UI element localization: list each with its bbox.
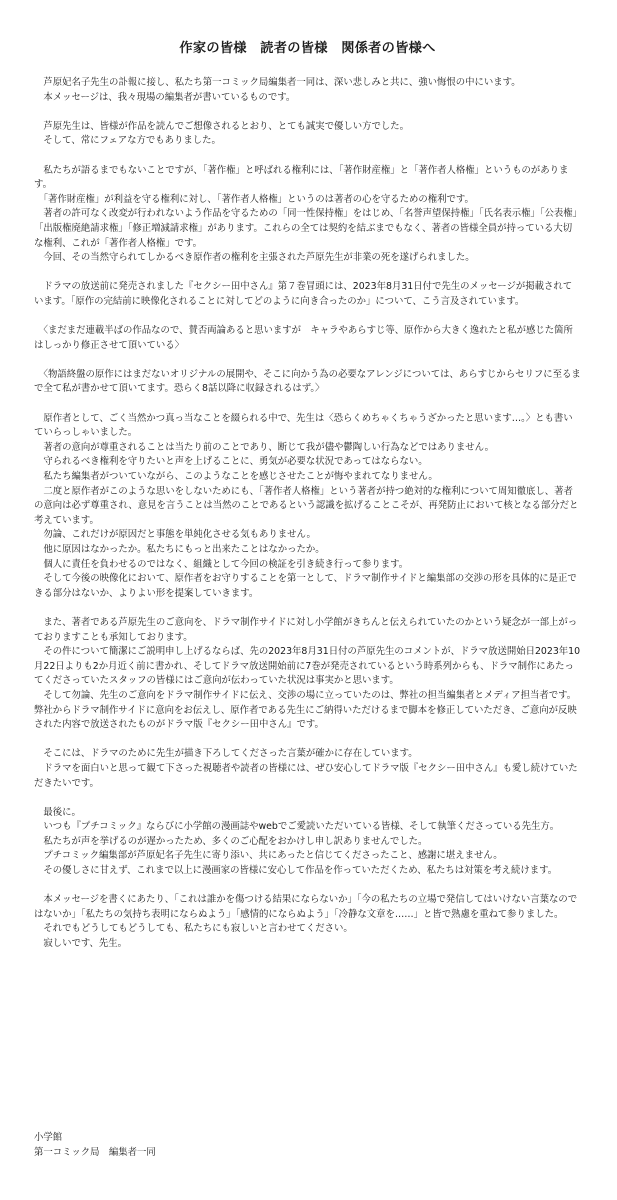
quote-1: 〈まだまだ連載半ばの作品なので、賛否両論あると思いますが キャラやあらすじ等、原作から大きく逸れたと私が感じた箇所はしっかり修正させて頂いている〉 [34, 325, 573, 351]
paragraph-gap [34, 791, 581, 806]
paragraph-drama-production: また、著者である芦原先生のご意向を、ドラマ制作サイドに対し小学館がきちんと伝えられていたのかという疑念が一部上がっておりますことも承知しております。 その件について簡潔にご説明申し上げるならば、先の2023年8月31日付の芦原先生のコメントが、ドラマ放送開始日2023年10月22日よりも2か月近く前に書かれ、そしてドラマ放送開始前に7巻が発売されているという時系列からも、ドラマ制作にあたってくださっていたスタッフの皆様にはご意向が伝わっていた状況は事実かと思います。 そして勿論、先生のご意向をドラマ制作サイドに伝え、交渉の場に立っていたのは、弊社の担当編集者とメディア担当者です。 弊社からドラマ制作サイドに意向をお伝えし、原作者である先生にご納得いただけるまで脚本を修正していただき、ご意向が反映された内容で放送されたものがドラマ版『セクシー田中さん』です。 [34, 616, 581, 731]
paragraph-drama-words: そこには、ドラマのために先生が描き下ろしてくださった言葉が確かに存在しています。 ドラマを面白いと思って観て下さった視聴者や読者の皆様には、ぜひ安心してドラマ版『セクシー田中さん』も愛し続けていただきたいです。 [34, 748, 578, 789]
paragraph-gap [34, 601, 581, 616]
paragraph-gap [34, 310, 581, 325]
paragraph-gap [34, 353, 581, 368]
document-title: 作家の皆様 読者の皆様 関係者の皆様へ [179, 41, 436, 56]
quote-2: 〈物語終盤の原作にはまだないオリジナルの展開や、そこに向かう為の必要なアレンジについては、あらすじからセリフに至るまで全て私が書かせて頂いてます。恐らく8話以降に収録されるはず。〉 [34, 368, 581, 395]
paragraph-gap [34, 397, 581, 412]
paragraph-gap [34, 105, 581, 120]
paragraph-copyright: 私たちが語るまでもないことですが、「著作権」と呼ばれる権利には、「著作財産権」と「著作者人格権」というものがあります。 「著作財産権」が利益を守る権利に対し、「著作者人格権」というのは著者の心を守るための権利です。 著者の許可なく改変が行われないよう作品を守るための「同一性保持権」をはじめ、「名誉声望保持権」「氏名表示権」「公表権」「出版権廃絶請求権」「修正増減請求権」があります。これらの全ては契約を結ぶまでもなく、著者の皆様全員が持っている大切な権利、これが「著作者人格権」です。 今回、その当然守られてしかるべき原作者の権利を主張された芦原先生が非業の死を遂げられました。 [34, 164, 578, 264]
paragraph-gap [34, 266, 581, 281]
paragraph-volume7-message: ドラマの放送前に発売されました『セクシー田中さん』第７巻冒頭には、2023年8月31日付で先生のメッセージが掲載されています。「原作の完結前に映像化されることに対してどのように向き合ったのか」について、こう言及されています。 [34, 281, 573, 307]
statement-body [34, 76, 581, 952]
signature-department: 第一コミック局 編集者一同 [34, 1146, 156, 1158]
paragraph-closing: 最後に。 いつも『プチコミック』ならびに小学館の漫画誌やwebでご愛読いただいている皆様、そして執筆くださっている先生方。 私たちが声を挙げるのが遅かったため、多くのご心配をおかけし申し訳ありませんでした。 プチコミック編集部が芦原妃名子先生に寄り添い、共にあったと信じてくださったこと、感謝に堪えません。 その優しさに甘えず、これまで以上に漫画家の皆様に安心して作品を作っていただくため、私たちは対策を考え続けます。 [43, 806, 560, 877]
paragraph-ashihara-character: 芦原先生は、皆様が作品を読んでご想像されるとおり、とても誠実で優しい方でした。 そして、常にフェアな方でもありました。 [43, 120, 410, 147]
paragraph-condolence: 芦原妃名子先生の訃報に接し、私たち第一コミック局編集者一同は、深い悲しみと共に、強い悔恨の中にいます。 本メッセージは、我々現場の編集者が書いているものです。 [43, 77, 521, 103]
paragraph-gap [34, 149, 581, 164]
paragraph-gap [34, 733, 581, 748]
paragraph-author-rights: 原作者として、ごく当然かつ真っ当なことを綴られる中で、先生は〈恐らくめちゃくちゃうざかったと思います…。〉とも書いていらっしゃいました。 著者の意向が尊重されることは当たり前のことであり、断じて我が儘や鬱陶しい行為などではありません。 守られるべき権利を守りたいと声を上げることに、勇気が必要な状況であってはならない。 私たち編集者がついていながら、このようなことを感じさせたことが悔やまれてなりません。 二度と原作者がこのような思いをしないためにも、「著作者人格権」という著者が持つ絶対的な権利について周知徹底し、著者の意向は必ず尊重され、意見を言うことは当然のことであるという認識を拡げることこそが、再発防止において核となる部分だと考えています。 勿論、これだけが原因だと事態を単純化させる気もありません。 他に原因はなかったか。私たちにもっと出来たことはなかったか。 個人に責任を負わせるのではなく、組織として今回の検証を引き続き行って参ります。 そして今後の映像化において、原作者をお守りすることを第一として、ドラマ制作サイドと編集部の交渉の形を具体的に是正できる部分はないか、よりよい形を提案していきます。 [34, 412, 579, 599]
signature-block [34, 1131, 156, 1160]
paragraph-gap [34, 879, 581, 894]
paragraph-final: 本メッセージを書くにあたり、「これは誰かを傷つける結果にならないか」「今の私たちの立場で発信してはいけない言葉なのではないか」「私たちの気持ち表明にならぬよう」「感情的にならぬよう」「冷静な文章を……」と皆で熟慮を重ねて参りました。 それでもどうしてもどうしても、私たちにも寂しいと言わせてください。 寂しいです、先生。 [34, 894, 578, 950]
signature-company: 小学館 [34, 1132, 63, 1143]
